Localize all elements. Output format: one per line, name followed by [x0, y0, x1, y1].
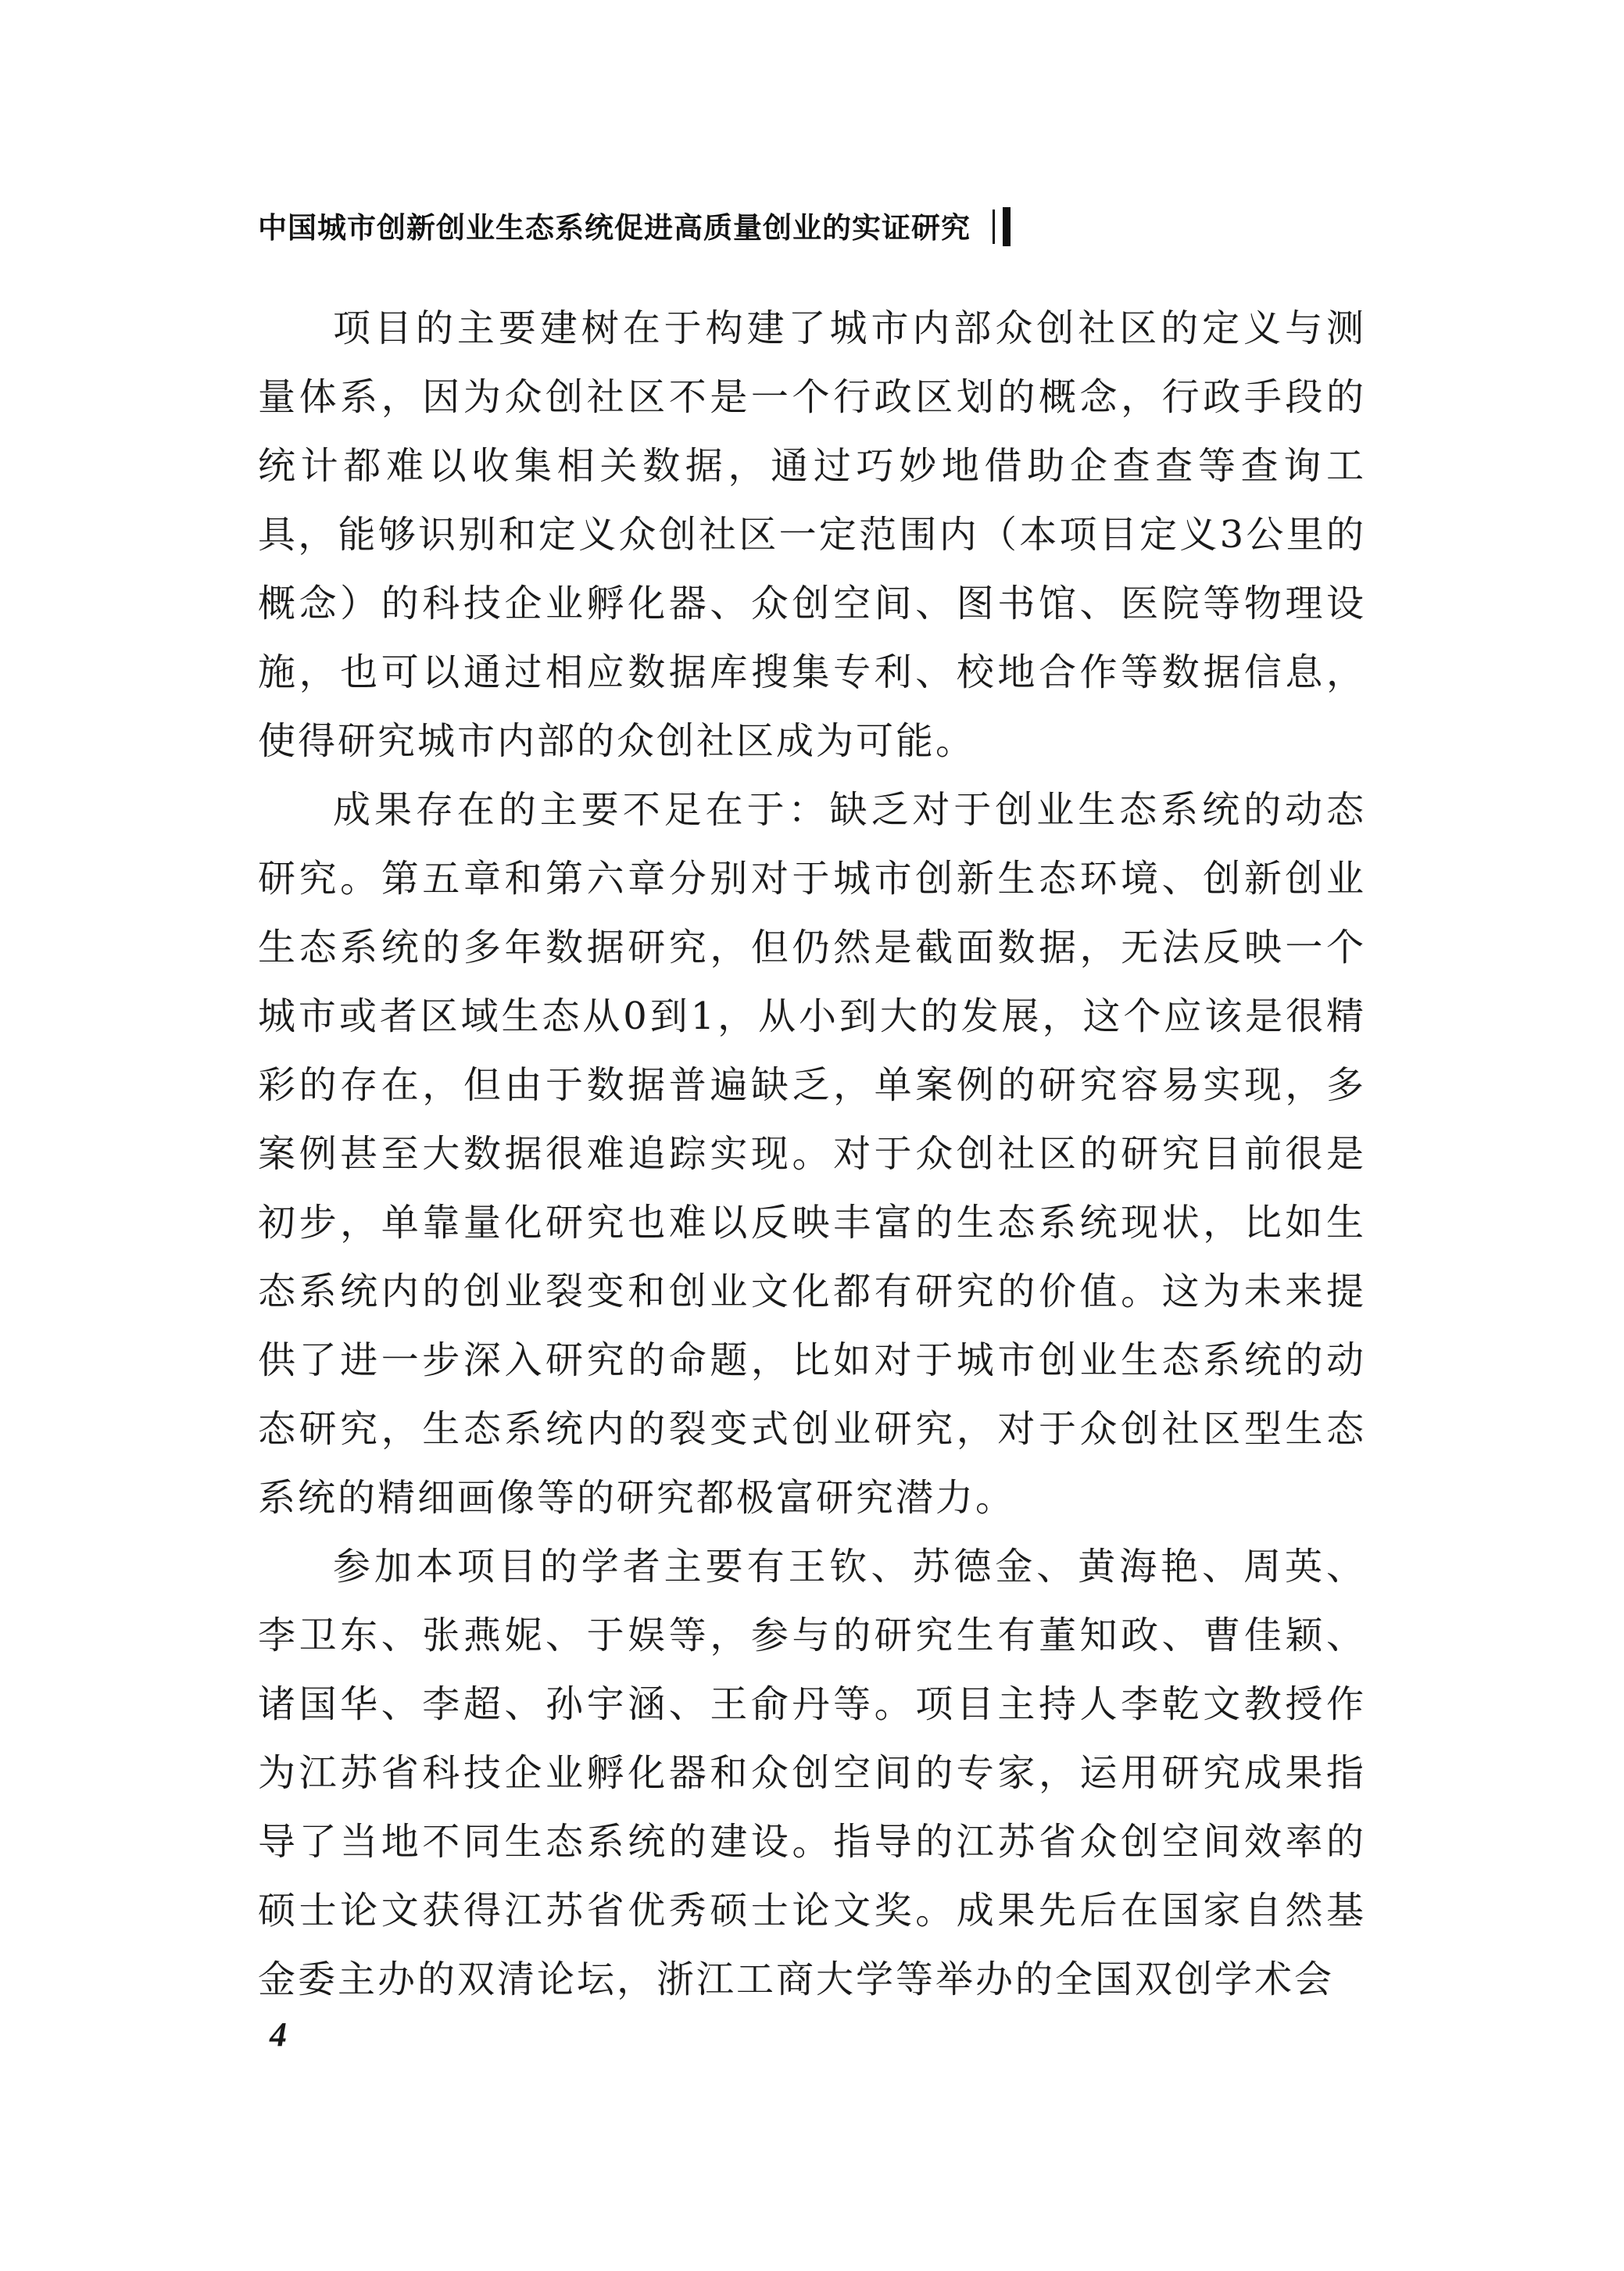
header-rule-thin	[993, 210, 995, 244]
body-text	[258, 294, 1366, 2014]
paragraph-limitations: 成果存在的主要不足在于：缺乏对于创业生态系统的动态研究。第五章和第六章分别对于城市创新生态环境、创新创业生态系统的多年数据研究，但仍然是截面数据，无法反映一个城市或者区域生态从0到1，从小到大的发展，这个应该是很精彩的存在，但由于数据普遍缺乏，单案例的研究容易实现，多案例甚至大数据很难追踪实现。对于众创社区的研究目前很是初步，单靠量化研究也难以反映丰富的生态系统现状，比如生态系统内的创业裂变和创业文化都有研究的价值。这为未来提供了进一步深入研究的命题，比如对于城市创业生态系统的动态研究，生态系统内的裂变式创业研究，对于众创社区型生态系统的精细画像等的研究都极富研究潜力。	[258, 788, 1366, 1520]
running-header-title: 中国城市创新创业生态系统促进高质量创业的实证研究	[258, 211, 971, 245]
page-number: 4	[270, 2015, 287, 2054]
paragraph-participants: 参加本项目的学者主要有王钦、苏德金、黄海艳、周英、李卫东、张燕妮、于娱等，参与的研究生有董知政、曹佳颖、诸国华、李超、孙宇涵、王俞丹等。项目主持人李乾文教授作为江苏省科技企业孵化器和众创空间的专家，运用研究成果指导了当地不同生态系统的建设。指导的江苏省众创空间效率的硕士论文获得江苏省优秀硕士论文奖。成果先后在国家自然基金委主办的双清论坛，浙江工商大学等举办的全国双创学术会	[258, 1545, 1366, 2001]
paragraph-contributions: 项目的主要建树在于构建了城市内部众创社区的定义与测量体系，因为众创社区不是一个行政区划的概念，行政手段的统计都难以收集相关数据，通过巧妙地借助企查查等查询工具，能够识别和定义众创社区一定范围内（本项目定义3公里的概念）的科技企业孵化器、众创空间、图书馆、医院等物理设施，也可以通过相应数据库搜集专利、校地合作等数据信息，使得研究城市内部的众创社区成为可能。	[258, 306, 1366, 763]
header-rule-thick	[1003, 207, 1011, 246]
